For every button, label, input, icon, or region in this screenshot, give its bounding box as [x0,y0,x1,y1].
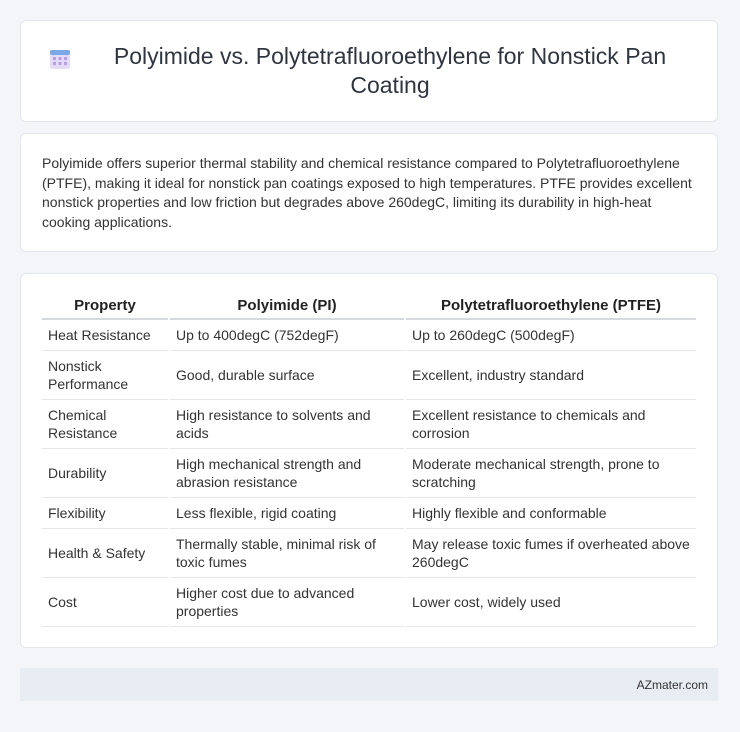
footer-bar [20,668,718,701]
table-header-row [42,292,696,320]
property-cell: Heat Resistance [42,320,168,351]
property-cell: Nonstick Performance [42,351,168,400]
polyimide-cell: Less flexible, rigid coating [170,498,404,529]
title-wrap [49,42,689,100]
ptfe-cell: May release toxic fumes if overheated above 260degC [406,529,696,578]
table-row [42,449,696,498]
calendar-grid-icon [49,48,71,70]
table-row [42,320,696,351]
ptfe-cell: Highly flexible and conformable [406,498,696,529]
title-card [20,20,718,122]
ptfe-cell: Lower cost, widely used [406,578,696,627]
header-ptfe: Polytetrafluoroethylene (PTFE) [406,292,696,320]
property-cell: Flexibility [42,498,168,529]
ptfe-cell: Up to 260degC (500degF) [406,320,696,351]
ptfe-cell: Moderate mechanical strength, prone to scratching [406,449,696,498]
comparison-table [40,292,698,627]
ptfe-cell: Excellent, industry standard [406,351,696,400]
property-cell: Chemical Resistance [42,400,168,449]
table-row [42,498,696,529]
header-polyimide: Polyimide (PI) [170,292,404,320]
ptfe-cell: Excellent resistance to chemicals and corrosion [406,400,696,449]
property-cell: Durability [42,449,168,498]
comparison-card [20,273,718,648]
property-cell: Cost [42,578,168,627]
property-cell: Health & Safety [42,529,168,578]
polyimide-cell: Higher cost due to advanced properties [170,578,404,627]
table-row [42,529,696,578]
page-title: Polyimide vs. Polytetrafluoroethylene for Nonstick Pan Coating [113,43,667,98]
intro-paragraph: Polyimide offers superior thermal stability and chemical resistance compared to Polytetrafluoroethylene (PTFE), making it ideal for nonstick pan coatings exposed to high temperatures. PTFE provides excellent nonstick properties and low friction but degrades above 260degC, limiting its durability in high-heat cooking applications. [42,155,692,230]
polyimide-cell: Thermally stable, minimal risk of toxic fumes [170,529,404,578]
table-row [42,400,696,449]
polyimide-cell: High resistance to solvents and acids [170,400,404,449]
polyimide-cell: Good, durable surface [170,351,404,400]
polyimide-cell: Up to 400degC (752degF) [170,320,404,351]
header-property: Property [42,292,168,320]
polyimide-cell: High mechanical strength and abrasion resistance [170,449,404,498]
table-row [42,578,696,627]
footer-brand: AZmater.com [636,677,708,692]
table-row [42,351,696,400]
intro-card [20,133,718,252]
